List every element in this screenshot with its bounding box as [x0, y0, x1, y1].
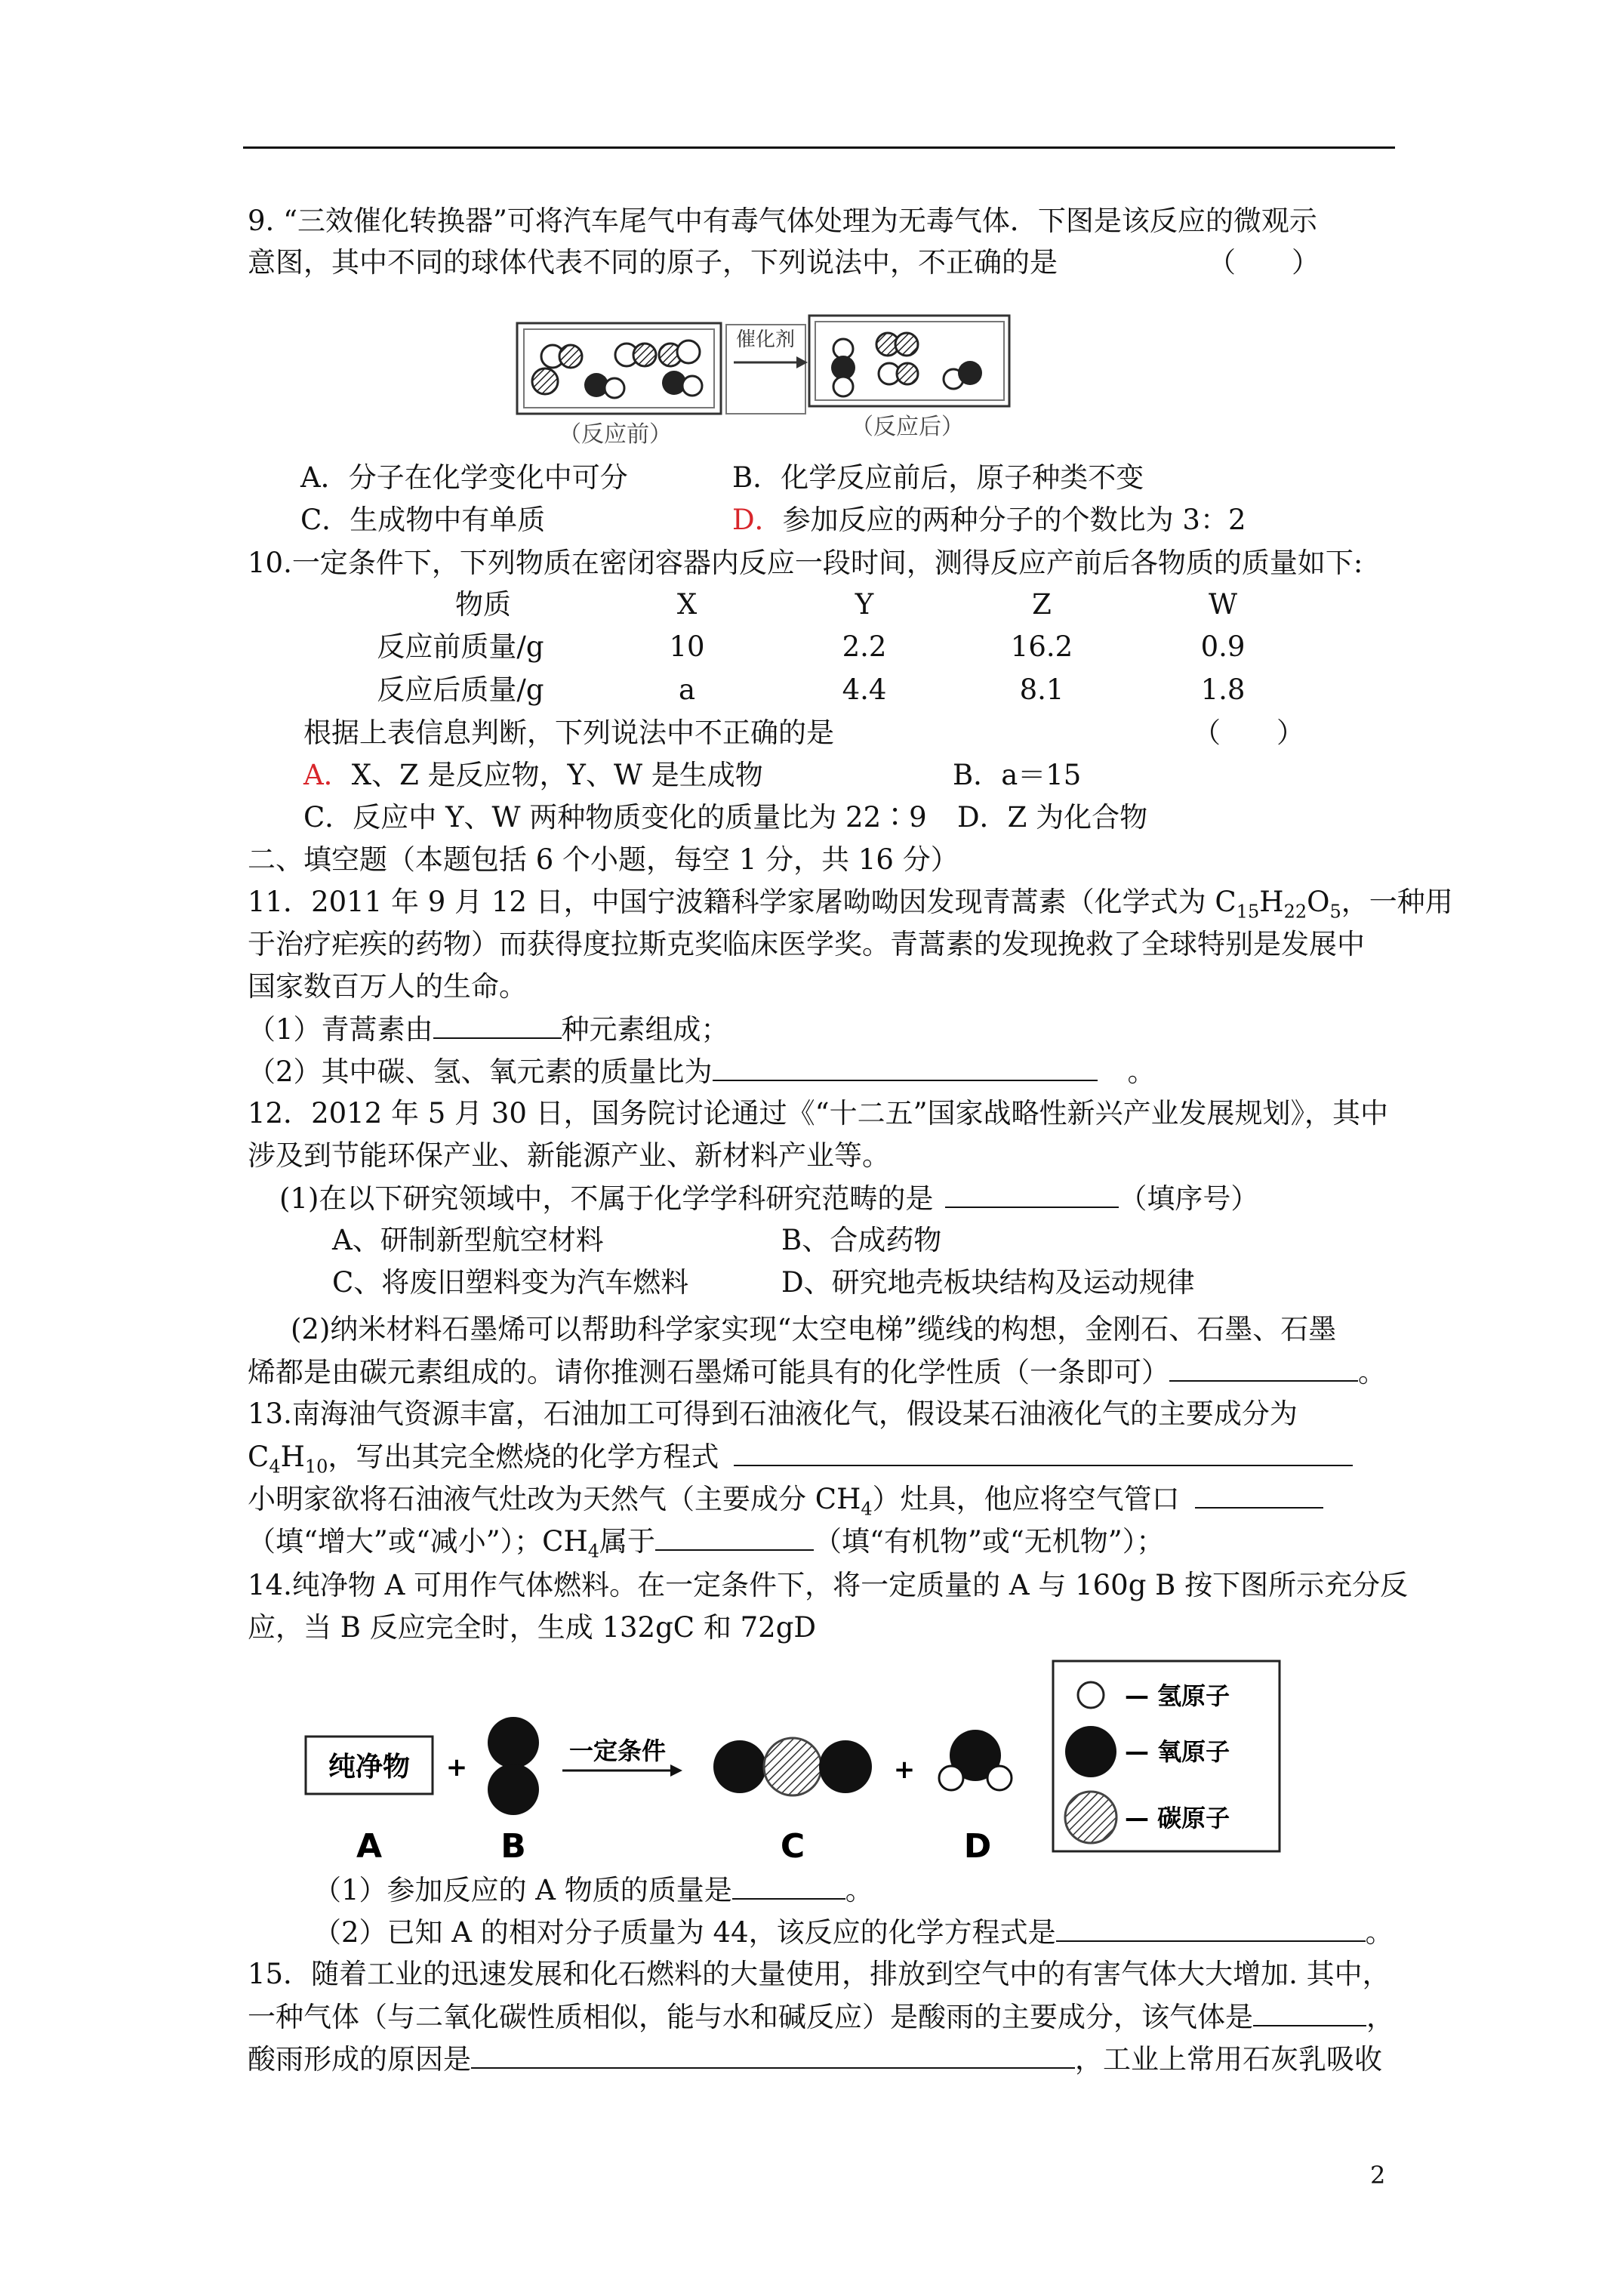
q9-option-d-text: 参加反应的两种分子的个数比为 3：2 — [782, 504, 1246, 536]
q11-part2-tail: 。 — [1127, 1056, 1156, 1088]
q11-part2-text: （2）其中碳、氢、氧元素的质量比为 — [248, 1056, 713, 1088]
table-cell: 反应后质量/g — [377, 673, 544, 706]
q11-line1 — [248, 883, 1453, 930]
element-symbol: H — [1259, 886, 1284, 918]
q9-option-d-letter: D． — [732, 504, 783, 536]
q12-part2-text: 烯都是由碳元素组成的。请你推测石墨烯可能具有的化学性质（一条即可） — [248, 1356, 1169, 1388]
subscript: 4 — [587, 1540, 600, 1562]
q15-line3-tail: ，工业上常用石灰乳吸收 — [1075, 2043, 1382, 2076]
subscript: 15 — [1236, 901, 1260, 923]
table-header: X — [676, 588, 698, 621]
subscript: 4 — [861, 1498, 873, 1520]
hydrogen-atom — [1078, 1682, 1104, 1708]
q12-part1-tail: （填序号） — [1119, 1182, 1259, 1215]
pure-substance-label: 纯净物 — [328, 1752, 411, 1783]
answer-blank[interactable] — [1169, 1353, 1358, 1382]
table-cell: 反应前质量/g — [377, 630, 544, 663]
element-symbol: C — [248, 1441, 269, 1473]
before-label: （反应前） — [559, 421, 672, 448]
carbon-atom — [764, 1738, 821, 1795]
q11-part2 — [248, 1052, 1156, 1091]
catalyst-label: 催化剂 — [735, 328, 796, 351]
table-cell: a — [678, 673, 696, 706]
q14-part2-tail: 。 — [1365, 1916, 1394, 1949]
q14-part1 — [313, 1871, 873, 1909]
answer-blank[interactable] — [1056, 1913, 1366, 1942]
answer-blank[interactable] — [1195, 1480, 1323, 1509]
q10-option-a-text: X、Z 是反应物，Y、W 是生成物 — [351, 759, 763, 791]
q11-line1-text: 11．2011 年 9 月 12 日，中国宁波籍科学家屠呦呦因发现青蒿素（化学式为 C — [248, 886, 1236, 918]
subscript: 22 — [1283, 901, 1307, 923]
table-header: Z — [1032, 588, 1052, 621]
before-box — [517, 323, 721, 414]
answer-blank[interactable] — [713, 1052, 1098, 1081]
q12-line1: 12．2012 年 5 月 30 日，国务院讨论通过《“十二五”国家战略性新兴产业发展规划》，其中 — [248, 1097, 1388, 1130]
q11-line2: 于治疗疟疾的药物）而获得度拉斯克奖临床医学奖。青蒿素的发现挽救了全球特别是发展中 — [248, 928, 1365, 960]
answer-blank[interactable] — [1253, 1998, 1366, 2026]
q15-line1: 15．随着工业的迅速发展和化石燃料的大量使用，排放到空气中的有害气体大大增加. 其中， — [248, 1958, 1390, 1990]
element-symbol: H — [280, 1441, 305, 1473]
q10-line1: 10.一定条件下，下列物质在密闭容器内反应一段时间，测得反应产前后各物质的质量如下: — [248, 547, 1363, 579]
catalyst-arrow — [726, 325, 808, 414]
condition-label: 一定条件 — [568, 1737, 667, 1765]
q11-part1-text: （1）青蒿素由 — [248, 1013, 433, 1046]
q11-line1-tail: ，一种用 — [1341, 886, 1453, 918]
q13-line4-tail: （填“有机物”或“无机物”）； — [814, 1525, 1165, 1558]
oxygen-atom — [1065, 1726, 1116, 1777]
q12-option-b: B、合成药物 — [781, 1224, 942, 1256]
q15-line3-text: 酸雨形成的原因是 — [248, 2043, 471, 2076]
table-header: W — [1208, 588, 1238, 621]
table-header: Y — [855, 588, 874, 621]
label-a: A — [356, 1827, 383, 1866]
table-header: 物质 — [455, 588, 511, 621]
q14-line1: 14.纯净物 A 可用作气体燃料。在一定条件下，将一定质量的 A 与 160g B 按下图所示充分反 — [248, 1569, 1409, 1601]
table-cell: 0.9 — [1200, 630, 1246, 663]
q13-line3 — [248, 1480, 1323, 1527]
q9-line2: 意图，其中不同的球体代表不同的原子，下列说法中，不正确的是 — [248, 246, 1058, 279]
q14-part1-tail: 。 — [845, 1874, 873, 1906]
q13-line2-text: ，写出其完全燃烧的化学方程式 — [328, 1441, 719, 1473]
q12-part1-text: (1)在以下研究领域中，不属于化学学科研究范畴的是 — [279, 1182, 934, 1215]
oxygen-atom — [713, 1740, 766, 1793]
carbon-atom — [1065, 1792, 1116, 1843]
q14-reaction-diagram — [302, 1657, 1291, 1869]
element-symbol: O — [1307, 886, 1330, 918]
page-number: 2 — [1370, 2161, 1386, 2190]
plus-sign: + — [445, 1752, 468, 1783]
table-cell: 10 — [669, 630, 705, 663]
legend-carbon: — 碳原子 — [1125, 1804, 1230, 1832]
label-b: B — [500, 1827, 526, 1866]
hydrogen-atom — [939, 1766, 963, 1790]
q11-part1-tail: 种元素组成； — [561, 1013, 729, 1046]
q9-option-c: C．生成物中有单质 — [300, 504, 546, 536]
table-cell: 16.2 — [1010, 630, 1073, 663]
answer-blank[interactable] — [471, 2040, 1075, 2069]
q10-table — [0, 586, 1623, 714]
q14-part2-text: （2）已知 A 的相对分子质量为 44，该反应的化学方程式是 — [313, 1916, 1056, 1949]
q15-line2 — [248, 1998, 1394, 2036]
q9-paren: （ ） — [1208, 246, 1320, 279]
q13-line1: 13.南海油气资源丰富，石油加工可得到石油液化气，假设某石油液化气的主要成分为 — [248, 1398, 1298, 1430]
oxygen-atom — [819, 1740, 872, 1793]
q13-line4-text: （填“增大”或“减小”）；CH — [248, 1525, 588, 1558]
q11-part1 — [248, 1010, 729, 1049]
q13-line3-tail: ）灶具，他应将空气管口 — [872, 1483, 1180, 1515]
q13-line4-mid: 属于 — [599, 1525, 656, 1558]
q12-part1 — [279, 1179, 1258, 1218]
q9-option-d — [732, 501, 1246, 539]
after-box — [809, 316, 1009, 406]
legend-oxygen: — 氧原子 — [1125, 1737, 1230, 1766]
q12-part2-line2 — [248, 1353, 1386, 1391]
oxygen-atom — [488, 1764, 539, 1815]
q12-option-c: C、将废旧塑料变为汽车燃料 — [332, 1266, 689, 1299]
table-cell: 1.8 — [1200, 673, 1246, 706]
q12-line2: 涉及到节能环保产业、新能源产业、新材料产业等。 — [248, 1139, 890, 1172]
label-d: D — [963, 1827, 992, 1866]
q12-option-a: A、研制新型航空材料 — [332, 1224, 604, 1256]
q13-line4 — [248, 1522, 1164, 1570]
hydrogen-atom — [987, 1766, 1012, 1790]
after-label: （反应后） — [851, 414, 964, 440]
q15-line3 — [248, 2040, 1382, 2079]
subscript: 10 — [304, 1456, 328, 1478]
answer-blank[interactable] — [433, 1010, 562, 1039]
q9-line1: 9. “三效催化转换器”可将汽车尾气中有毒气体处理为无毒气体．下图是该反应的微观示 — [248, 205, 1317, 237]
subscript: 5 — [1329, 901, 1341, 923]
q10-paren: （ ） — [1193, 717, 1304, 749]
header-rule — [243, 146, 1395, 149]
q10-option-d: D．Z 为化合物 — [957, 801, 1148, 834]
q12-part2-line1: (2)纳米材料石墨烯可以帮助科学家实现“太空电梯”缆线的构想，金刚石、石墨、石墨 — [291, 1313, 1337, 1345]
q15-line2-tail: ， — [1366, 2001, 1394, 2033]
q14-line2: 应，当 B 反应完全时，生成 132gC 和 72gD — [248, 1611, 817, 1644]
q13-line2 — [248, 1438, 1353, 1485]
answer-blank[interactable] — [655, 1522, 814, 1551]
q10-stem: 根据上表信息判断，下列说法中不正确的是 — [303, 717, 834, 749]
q10-option-a-letter: A． — [303, 759, 352, 791]
answer-blank[interactable] — [734, 1438, 1353, 1466]
q10-option-c: C．反应中 Y、W 两种物质变化的质量比为 22∶9 — [303, 801, 927, 834]
label-c: C — [780, 1827, 805, 1866]
q14-part1-text: （1）参加反应的 A 物质的质量是 — [313, 1874, 732, 1906]
q14-part2 — [313, 1913, 1394, 1952]
oxygen-atom — [488, 1717, 539, 1768]
q13-line3-text: 小明家欲将石油液气灶改为天然气（主要成分 CH — [248, 1483, 861, 1515]
subscript: 4 — [269, 1456, 281, 1478]
q10-option-a — [303, 757, 763, 794]
plus-sign: + — [893, 1755, 916, 1785]
table-cell: 4.4 — [842, 673, 887, 706]
answer-blank[interactable] — [945, 1179, 1119, 1208]
answer-blank[interactable] — [732, 1871, 845, 1900]
q15-line2-text: 一种气体（与二氧化碳性质相似，能与水和碱反应）是酸雨的主要成分，该气体是 — [248, 2001, 1253, 2033]
table-cell: 8.1 — [1019, 673, 1064, 706]
atom-legend — [1053, 1661, 1280, 1851]
q9-option-b: B．化学反应前后，原子种类不变 — [732, 461, 1144, 494]
q11-line3: 国家数百万人的生命。 — [248, 970, 527, 1003]
section-heading: 二、填空题（本题包括 6 个小题，每空 1 分，共 16 分） — [248, 843, 959, 876]
q10-option-b: B．a＝15 — [953, 759, 1082, 791]
q12-part2-tail: 。 — [1358, 1356, 1386, 1388]
q9-option-a: A．分子在化学变化中可分 — [300, 461, 628, 494]
q12-option-d: D、研究地壳板块结构及运动规律 — [781, 1266, 1195, 1299]
table-cell: 2.2 — [842, 630, 887, 663]
legend-hydrogen: — 氢原子 — [1125, 1681, 1230, 1710]
q9-reaction-diagram — [513, 310, 1042, 449]
